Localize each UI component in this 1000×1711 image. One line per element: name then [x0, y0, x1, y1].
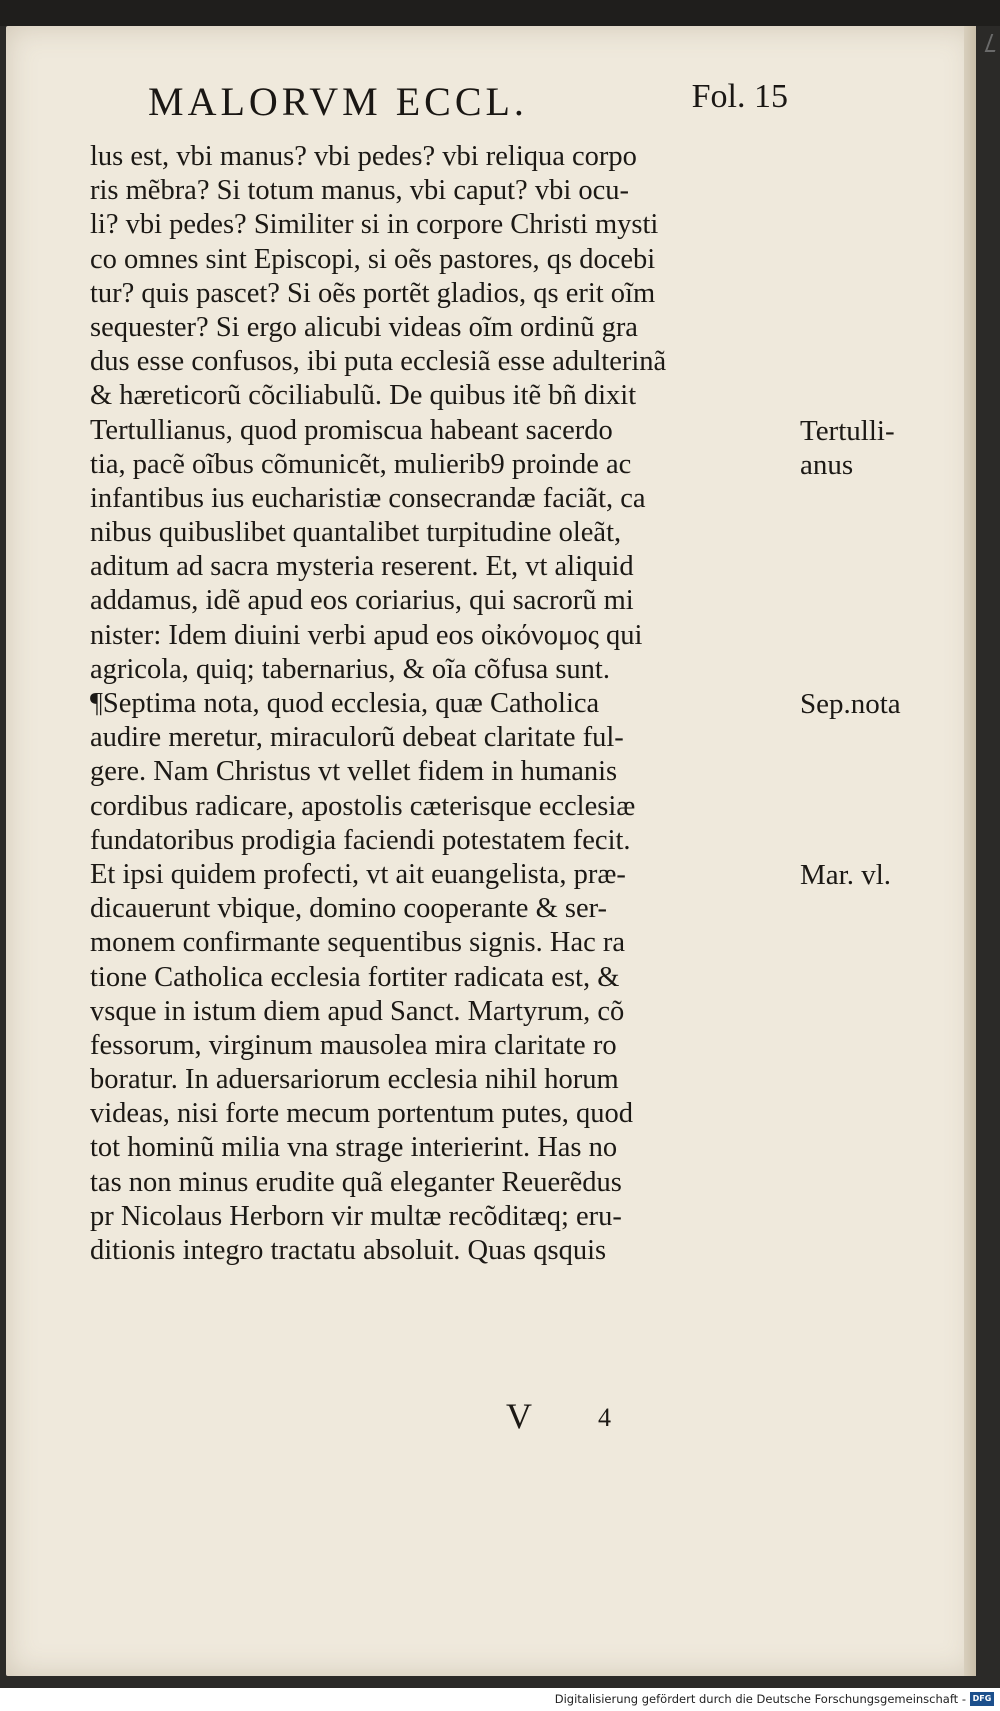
- text-line: cordibus radicare, apostolis cæterisque ecclesiæ: [90, 790, 636, 822]
- digitization-footer: [0, 1688, 1000, 1711]
- text-line: li? vbi pedes? Similiter si in corpore Christi mysti: [90, 209, 659, 241]
- scan-top-border: [0, 0, 1000, 26]
- text-line: tot hominũ milia vna strage interierint. Has no: [90, 1132, 618, 1164]
- text-line: tia, pacẽ oĩbus cõmunicẽt, mulierib9 proinde ac: [90, 448, 632, 480]
- text-line: Et ipsi quidem profecti, vt ait euangelista, præ-: [90, 858, 626, 890]
- text-line: monem confirmante sequentibus signis. Hac ra: [90, 927, 626, 959]
- text-line: fessorum, virginum mausolea mira claritate ro: [90, 1029, 617, 1061]
- margin-note: Sep.nota: [800, 688, 901, 721]
- signature-mark: [506, 1395, 706, 1435]
- text-line: ditionis integro tractatu absoluit. Quas qsquis: [90, 1235, 607, 1266]
- signature-letter: V: [506, 1396, 532, 1436]
- text-line: dicauerunt vbique, domino cooperante & ser-: [90, 893, 608, 925]
- text-line: lus est, vbi manus? vbi pedes? vbi reliqua corpo: [90, 141, 637, 172]
- text-line: audire meretur, miraculorũ debeat claritate ful-: [90, 722, 624, 754]
- text-line: videas, nisi forte mecum portentum putes, quod: [90, 1098, 633, 1130]
- margin-note: Mar. vl.: [800, 859, 892, 892]
- text-line: tur? quis pascet? Si oẽs portẽt gladios, qs erit oĩm: [90, 277, 656, 309]
- page-edge: [964, 26, 976, 1676]
- text-line: aditum ad sacra mysteria reserent. Et, vt aliquid: [90, 551, 634, 583]
- text-line: pr Nicolaus Herborn vir multæ recõditæq; eru-: [90, 1200, 622, 1232]
- funding-credit: Digitalisierung gefördert durch die Deutsche Forschungsgemeinschaft -: [554, 1692, 966, 1706]
- text-line: tione Catholica ecclesia fortiter radicata est, &: [90, 961, 620, 993]
- main-text-block: [90, 140, 790, 1268]
- text-line: infantibus ius eucharistiæ consecrandæ faciãt, ca: [90, 482, 646, 514]
- page-corner-mark: [986, 28, 1000, 62]
- text-line: dus esse confusos, ibi puta ecclesiã esse adulterinã: [90, 346, 667, 378]
- text-line: vsque in istum diem apud Sanct. Martyrum, cõ: [90, 995, 625, 1027]
- text-line: co omnes sint Episcopi, si oẽs pastores, qs docebi: [90, 243, 656, 275]
- text-line: boratur. In aduersariorum ecclesia nihil horum: [90, 1064, 619, 1096]
- dfg-logo-icon: DFG: [970, 1692, 994, 1706]
- text-line: fundatoribus prodigia faciendi potestatem fecit.: [90, 824, 631, 856]
- folio-number: Fol. 15: [691, 78, 788, 115]
- margin-note: anus: [800, 448, 854, 481]
- text-line: agricola, quiq; tabernarius, & oĩa cõfusa sunt.: [90, 653, 610, 685]
- text-line: nibus quibuslibet quantalibet turpitudine oleãt,: [90, 517, 622, 549]
- text-line: ris mẽbra? Si totum manus, vbi caput? vbi ocu-: [90, 175, 630, 207]
- running-title: MALORVM ECCL.: [148, 79, 528, 124]
- text-line: sequester? Si ergo alicubi videas oĩm ordinũ gra: [90, 311, 638, 343]
- text-line: ¶Septima nota, quod ecclesia, quæ Catholica: [90, 688, 600, 719]
- text-line: addamus, idẽ apud eos coriarius, qui sacrorũ mi: [90, 585, 634, 617]
- text-line: Tertullianus, quod promiscua habeant sacerdo: [90, 414, 613, 446]
- margin-note: Tertulli-: [800, 414, 895, 447]
- text-line: tas non minus erudite quã eleganter Reuerẽdus: [90, 1166, 622, 1198]
- text-line: gere. Nam Christus vt vellet fidem in humanis: [90, 756, 618, 788]
- signature-number: 4: [598, 1403, 611, 1432]
- text-line: nister: Idem diuini verbi apud eos οἰκόνομος qui: [90, 619, 643, 651]
- text-line: & hæreticorũ cõciliabulũ. De quibus itẽ bñ dixit: [90, 380, 637, 412]
- page-header: [148, 78, 788, 128]
